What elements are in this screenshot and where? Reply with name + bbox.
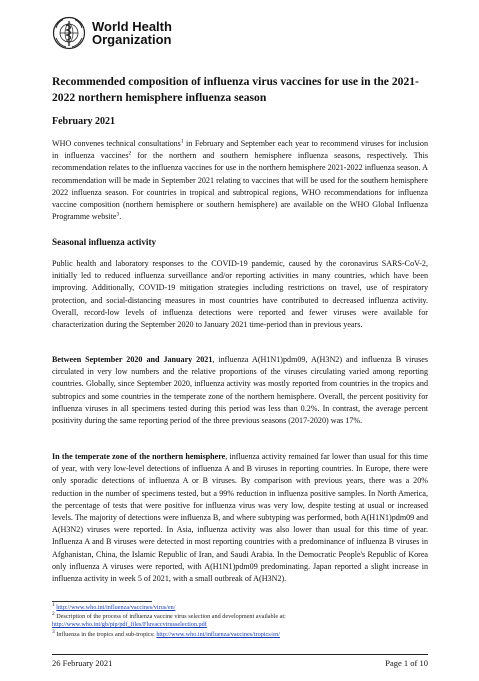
- footnote-3-link[interactable]: http://www.who.int/influenza/vaccines/tropics/en/: [156, 631, 280, 638]
- who-emblem-icon: [52, 16, 86, 50]
- paragraph-3-lead: In the temperate zone of the northern hemisphere: [52, 452, 226, 461]
- intro-text-3: for the northern and southern hemisphere influenza seasons, respectively. This recommendation relates to the influenza vaccines for use in the northern hemisphere 2021-2022 influenza season. A recommendation will be made in September 2021 relating to vaccines that will be used for the southern hemisphere 2022 influenza season. For countries in tropical and subtropical regions, WHO recommendations for influenza vaccine composition (northern hemisphere or southern hemisphere) are available on the WHO Global Influenza Programme website: [52, 151, 428, 222]
- organization-name: [92, 20, 172, 46]
- footnote-divider: [52, 601, 152, 602]
- footnote-3: [52, 628, 432, 639]
- org-name-line2: Organization: [92, 32, 172, 47]
- footnote-3-text: Influenza in the tropics and sub-tropics:: [54, 631, 157, 638]
- footnote-ref-2[interactable]: 2: [128, 150, 132, 157]
- section-paragraph-2: [52, 354, 428, 427]
- intro-text-2: in February and September each year to recommend viruses for inclusion in influenza vaccines: [52, 139, 428, 161]
- footnote-2-link[interactable]: http://www.who.int/gb/pip/pdf_files/Fluvaccvirusselection.pdf: [52, 621, 207, 628]
- intro-paragraph: [52, 138, 428, 223]
- footnote-ref-3[interactable]: 3: [116, 211, 120, 218]
- footnote-3-number: 3: [52, 628, 55, 635]
- who-logo: [52, 16, 202, 52]
- intro-text-4: .: [119, 212, 122, 222]
- section-heading: Seasonal influenza activity: [52, 237, 157, 247]
- footnote-1-number: 1: [52, 601, 55, 608]
- document-date: February 2021: [52, 116, 116, 127]
- intro-text-1: WHO convenes technical consultations: [52, 139, 181, 148]
- footnote-1: [52, 601, 432, 612]
- footnote-2: [52, 610, 432, 629]
- paragraph-3-body: , influenza activity remained far lower than usual for this time of year, with very low-level detections of influenza A and B viruses in reporting countries. In Europe, there were only sporadic detections of influenza A or B viruses. By comparison with previous years, there was a 20% reduction in the number of specimens tested, but a 99% reduction in influenza positive samples. In North America, the percentage of tests that were positive for influenza virus was very low, despite testing at usual or increased levels. The majority of detections were influenza B, and where subtyping was performed, both A(H1N1)pdm09 and A(H3N2) viruses were reported. In Asia, influenza activity was also lower than usual for this time of year. Influenza A and B viruses were detected in most reporting countries with a predominance of influenza B viruses in Afghanistan, China, the Islamic Republic of Iran, and Saudi Arabia. In the Democratic People's Republic of Korea only influenza A viruses were reported, with A(H1N1)pdm09 predominating. Japan reported a slight increase in influenza activity in week 5 of 2021, with a small outbreak of A(H3N2).: [52, 452, 428, 584]
- document-title: Recommended composition of influenza virus vaccines for use in the 2021-2022 northern hemisphere influenza season: [52, 75, 419, 104]
- paragraph-2-body: , influenza A(H1N1)pdm09, A(H3N2) and influenza B viruses circulated in very low numbers and the relative proportions of the viruses circulating varied among reporting countries. Globally, since September 2020, influenza activity was mostly reported from countries in the tropics and subtropics and some countries in the temperate zone of the northern hemisphere. Overall, the percent positivity for influenza viruses in all specimens tested during this period was less than 0.2%. In contrast, the average percent positivity during the same reporting period of the three previous seasons (2017-2020) was 17%.: [52, 355, 428, 426]
- page-number: Page 1 of 10: [385, 658, 428, 668]
- footnote-ref-1[interactable]: 1: [180, 138, 184, 145]
- org-name-line1: World Health: [92, 19, 172, 34]
- footnote-2-text: Description of the process of influenza vaccine virus selection and development available at:: [54, 613, 286, 620]
- footer-divider: [52, 654, 428, 655]
- section-paragraph-1: Public health and laboratory responses to the COVID-19 pandemic, caused by the coronavirus SARS-CoV-2, initially led to reduced influenza surveillance and/or reporting activities in many countries, which have been improving. Additionally, COVID-19 mitigation strategies including restrictions on travel, use of respiratory protection, and social-distancing measures in most countries have contributed to decreased influenza activity. Overall, record-low levels of influenza detections were reported and fewer viruses were available for characterization during the September 2020 to January 2021 time-period than in previous years.: [52, 259, 428, 330]
- paragraph-2-lead: Between September 2020 and January 2021: [52, 355, 213, 364]
- footnote-1-link[interactable]: http://www.who.int/influenza/vaccines/virus/en/: [56, 604, 176, 611]
- footnote-2-number: 2: [52, 610, 55, 617]
- section-paragraph-3: [52, 451, 428, 585]
- footer-date: 26 February 2021: [52, 658, 113, 668]
